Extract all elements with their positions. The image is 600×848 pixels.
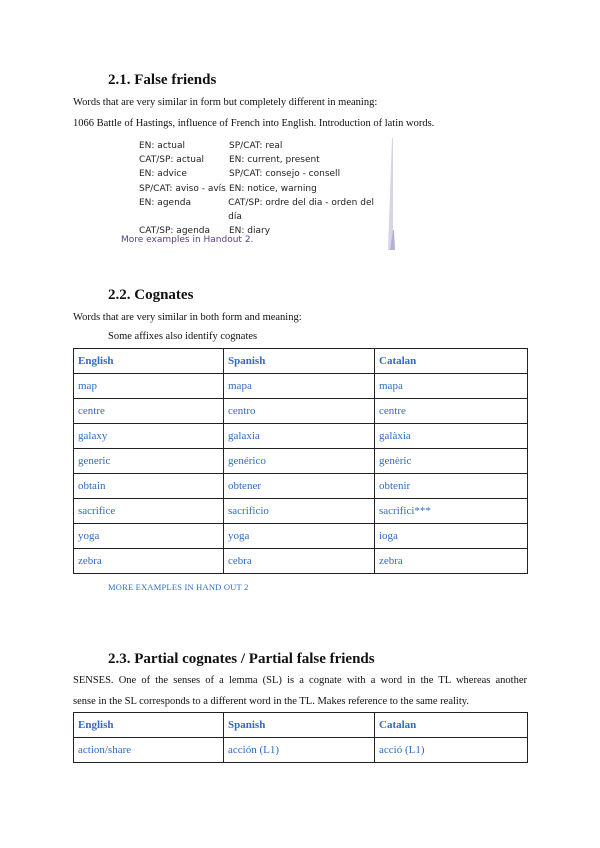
- inset-rows: [139, 139, 389, 238]
- inset-row: [139, 182, 389, 196]
- inset-left-term: CAT/SP: actual: [139, 155, 205, 166]
- inset-right-term: EN: notice, warning: [229, 183, 317, 194]
- table-row: [74, 374, 528, 399]
- table-cell: centre: [375, 399, 528, 424]
- cognates-table: [73, 348, 528, 574]
- table-cell: yoga: [224, 524, 375, 549]
- table-cell: galaxia: [224, 424, 375, 449]
- table-header-cell: Spanish: [224, 713, 375, 738]
- table-header-cell: English: [74, 713, 224, 738]
- section-heading-partial-cognates: 2.3. Partial cognates / Partial false friends: [108, 651, 375, 667]
- table-cell: sacrificio: [224, 499, 375, 524]
- inset-left-term: SP/CAT: aviso - avís: [139, 183, 226, 194]
- table-cell: zebra: [74, 549, 224, 574]
- table-cell: action/share: [74, 738, 224, 763]
- table-cell: generic: [74, 449, 224, 474]
- table-cell: yoga: [74, 524, 224, 549]
- table-cell: sacrifici***: [375, 499, 528, 524]
- table-cell: acció (L1): [375, 738, 528, 763]
- table-cell: genérico: [224, 449, 375, 474]
- table-header-cell: English: [74, 349, 224, 374]
- cognates-affixes-note: Some affixes also identify cognates: [108, 331, 258, 342]
- inset-row: [139, 153, 389, 167]
- false-friends-history-note: 1066 Battle of Hastings, influence of French into English. Introduction of latin words.: [73, 118, 435, 129]
- table-header-cell: Catalan: [375, 349, 528, 374]
- partial-cognates-table: [73, 712, 528, 763]
- table-header-cell: Catalan: [375, 713, 528, 738]
- table-row: [74, 524, 528, 549]
- table-row: [74, 424, 528, 449]
- table-cell: obtain: [74, 474, 224, 499]
- inset-right-term: SP/CAT: real: [229, 141, 283, 151]
- table-cell: cebra: [224, 549, 375, 574]
- inset-right-term: EN: diary: [229, 226, 271, 237]
- table-cell: obtener: [224, 474, 375, 499]
- inset-row: [139, 167, 389, 181]
- inset-decorative-mark: [386, 138, 396, 250]
- inset-row: [139, 139, 389, 153]
- table-cell: galàxia: [375, 424, 528, 449]
- table-header-row: [74, 349, 528, 374]
- table-header-cell: Spanish: [224, 349, 375, 374]
- inset-right-term: SP/CAT: consejo - consell: [229, 169, 341, 180]
- table-cell: mapa: [375, 374, 528, 399]
- table-cell: centro: [224, 399, 375, 424]
- table-row: [74, 549, 528, 574]
- table-cell: ioga: [375, 524, 528, 549]
- inset-left-term: EN: actual: [139, 141, 186, 151]
- table-row: [74, 399, 528, 424]
- table-row: [74, 499, 528, 524]
- inset-left-term: EN: agenda: [139, 197, 192, 208]
- table-cell: acción (L1): [224, 738, 375, 763]
- inset-more-examples-note: More examples in Handout 2.: [121, 235, 254, 245]
- senses-paragraph-line-1: SENSES. One of the senses of a lemma (SL) is a cognate with a word in the TL whereas another: [73, 675, 527, 686]
- senses-paragraph-line-2: sense in the SL corresponds to a different word in the TL. Makes reference to the same reality.: [73, 696, 469, 707]
- false-friends-examples-image: [139, 139, 389, 238]
- inset-right-term: EN: current, present: [229, 155, 320, 166]
- inset-left-term: CAT/SP: agenda: [139, 226, 211, 237]
- section-heading-cognates: 2.2. Cognates: [108, 287, 194, 303]
- false-friends-definition: Words that are very similar in form but completely different in meaning:: [73, 97, 378, 108]
- table-row: [74, 738, 528, 763]
- table-cell: sacrifice: [74, 499, 224, 524]
- table-cell: genèric: [375, 449, 528, 474]
- section-heading-false-friends: 2.1. False friends: [108, 72, 217, 88]
- inset-right-term: CAT/SP: ordre del dia - orden del día: [228, 197, 374, 223]
- table-header-row: [74, 713, 528, 738]
- table-cell: obtenir: [375, 474, 528, 499]
- inset-left-term: EN: advice: [139, 169, 187, 180]
- table-cell: map: [74, 374, 224, 399]
- table-cell: zebra: [375, 549, 528, 574]
- table-cell: galaxy: [74, 424, 224, 449]
- cognates-definition: Words that are very similar in both form and meaning:: [73, 312, 302, 323]
- more-examples-link: MORE EXAMPLES IN HAND OUT 2: [108, 582, 249, 592]
- table-cell: centre: [74, 399, 224, 424]
- inset-row: [139, 196, 389, 224]
- table-row: [74, 449, 528, 474]
- table-row: [74, 474, 528, 499]
- table-cell: mapa: [224, 374, 375, 399]
